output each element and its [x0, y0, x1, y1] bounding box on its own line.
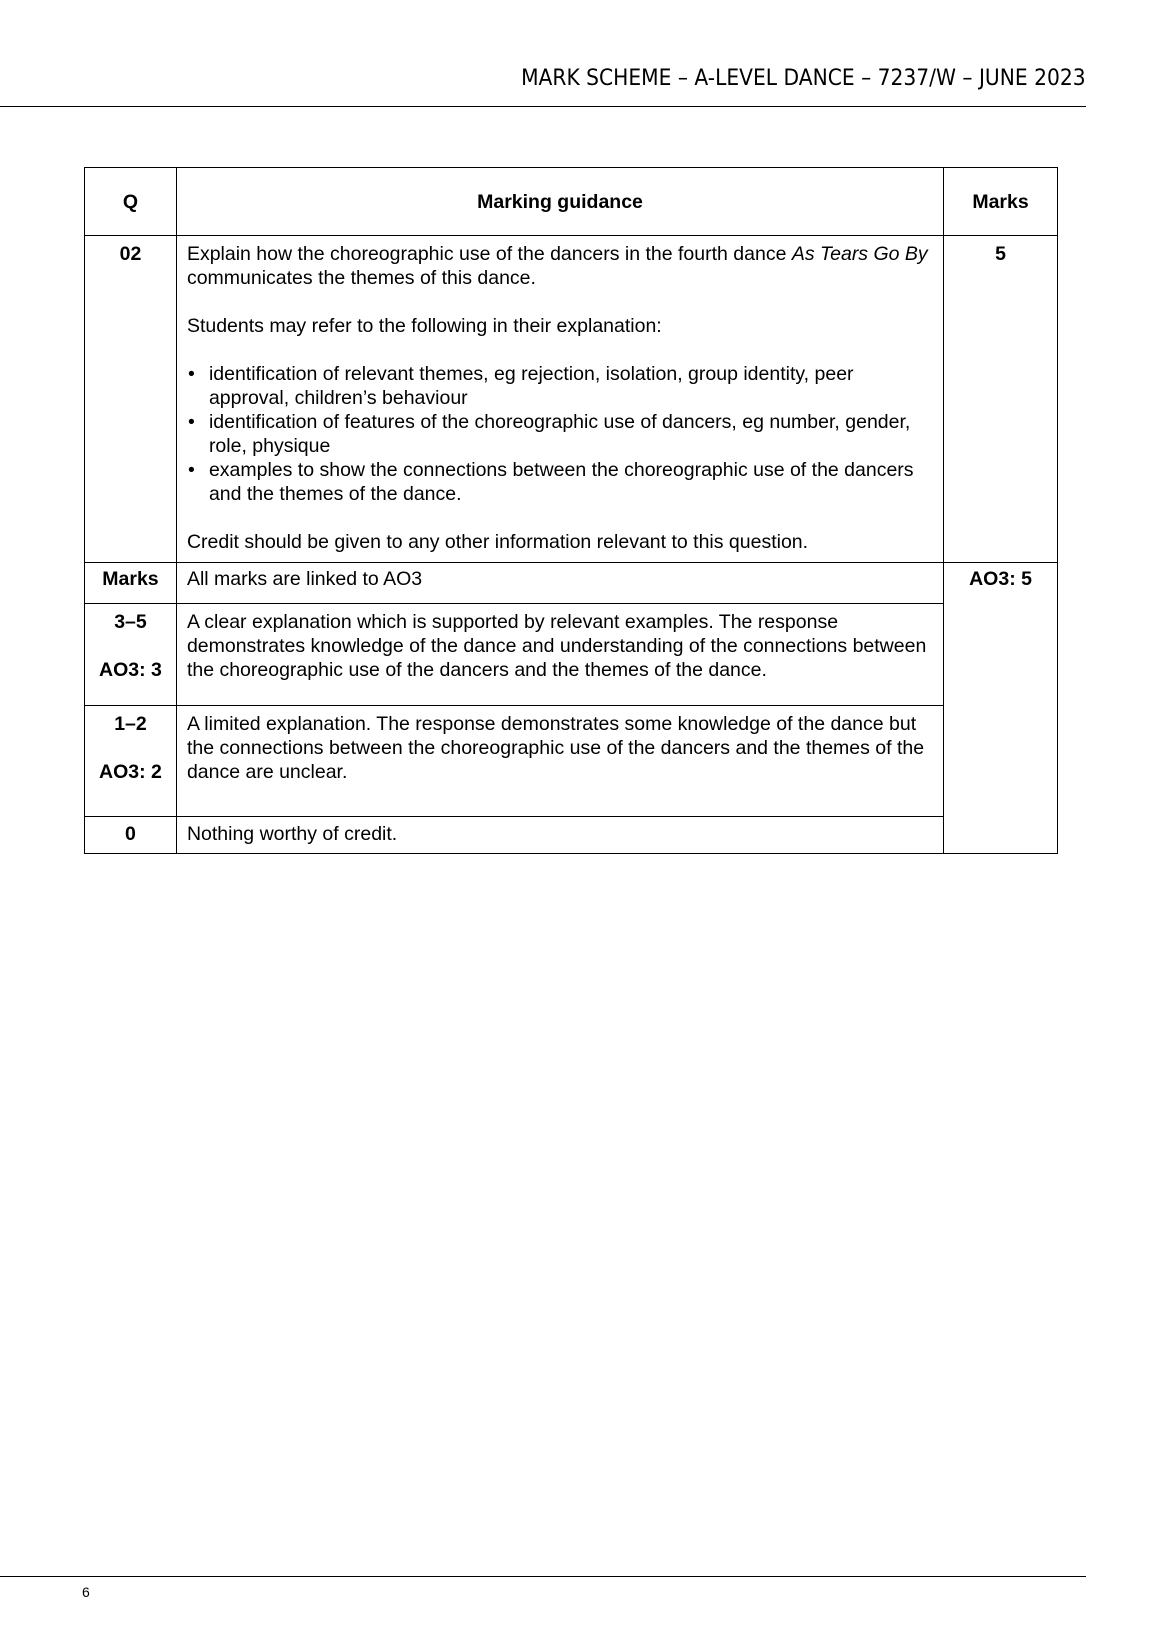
page-number: 6: [82, 1584, 90, 1600]
question-prompt: [187, 242, 933, 290]
question-prompt-after: communicates the themes of this dance.: [186, 267, 536, 289]
band-2-range: 1–2: [114, 713, 147, 735]
table-header-row: [85, 168, 1058, 236]
question-prompt-before: Explain how the choreographic use of the dancers in the fourth dance: [186, 243, 792, 265]
band-1-range: 3–5: [114, 611, 147, 633]
ao-total-marks: AO3: 5: [944, 563, 1058, 854]
band-1-descriptor: A clear explanation which is supported by relevant examples. The response demonstrates knowledge of the dance and understanding of the connections between the choreographic use of the dancers and the themes of the dance.: [176, 604, 943, 706]
page-header-title: MARK SCHEME – A-LEVEL DANCE – 7237/W – JUNE 2023: [521, 66, 1086, 91]
marks-link-row: [85, 563, 1058, 604]
question-row: [85, 236, 1058, 563]
guidance-intro: Students may refer to the following in their explanation:: [186, 315, 662, 337]
question-number: 02: [85, 236, 177, 563]
marks-row-text: All marks are linked to AO3: [176, 563, 943, 604]
list-item: • examples to show the connections between the choreographic use of the dancers and the themes of the dance.: [209, 458, 933, 506]
credit-note: Credit should be given to any other information relevant to this question.: [186, 531, 809, 553]
mark-scheme-table: [84, 167, 1058, 854]
band-3-range: 0: [85, 817, 177, 854]
table-row: [85, 604, 1058, 706]
header-divider: [0, 106, 1086, 107]
guidance-bullet-list: [187, 362, 933, 506]
band-2-ao: AO3: 2: [99, 761, 162, 783]
band-2-descriptor: A limited explanation. The response demonstrates some knowledge of the dance but the connections between the choreographic use of the dancers and the themes of the dance are unclear.: [176, 706, 943, 817]
column-header-q: Q: [85, 168, 177, 236]
table-row: [85, 817, 1058, 854]
band-1-ao: AO3: 3: [99, 659, 162, 681]
marks-row-label: Marks: [85, 563, 177, 604]
dance-title: As Tears Go By: [791, 243, 928, 265]
list-item: • identification of features of the choreographic use of dancers, eg number, gender, role, physique: [209, 410, 933, 458]
table-row: [85, 706, 1058, 817]
question-guidance: [176, 236, 943, 563]
question-total-marks: 5: [944, 236, 1058, 563]
band-2-level: [85, 706, 177, 817]
column-header-guidance: Marking guidance: [176, 168, 943, 236]
band-3-descriptor: Nothing worthy of credit.: [176, 817, 943, 854]
band-1-level: [85, 604, 177, 706]
list-item: • identification of relevant themes, eg rejection, isolation, group identity, peer approval, children’s behaviour: [209, 362, 933, 410]
footer-divider: [0, 1576, 1086, 1577]
column-header-marks: Marks: [944, 168, 1058, 236]
